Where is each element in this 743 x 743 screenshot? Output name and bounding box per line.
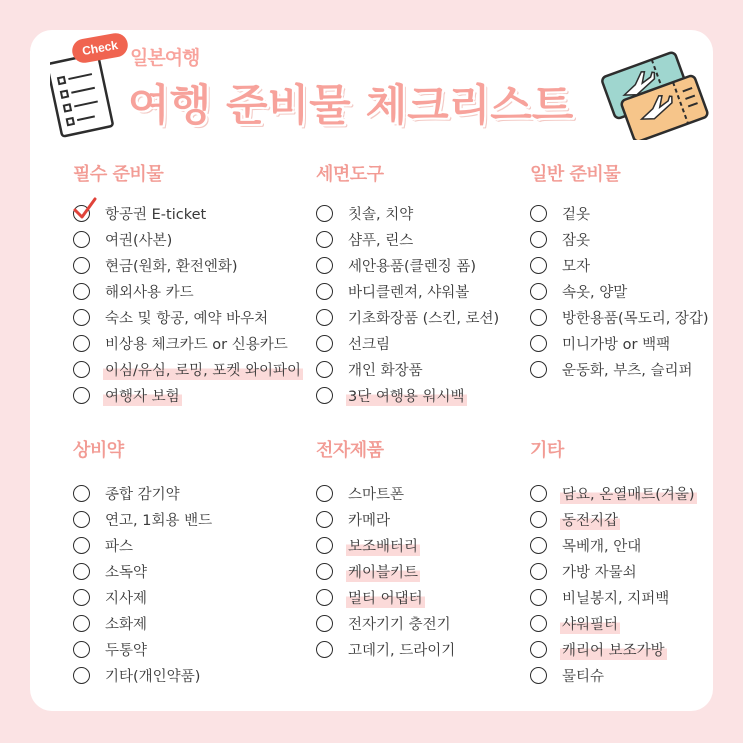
checklist-item-label: 속옷, 양말 — [562, 284, 628, 301]
checkbox-circle[interactable] — [73, 589, 90, 606]
checklist-item[interactable] — [316, 227, 415, 251]
checklist-item-label: 비닐봉지, 지퍼백 — [562, 590, 670, 607]
checklist-item-label: 케이블키트 — [346, 561, 420, 582]
checkbox-circle[interactable] — [73, 361, 90, 378]
checklist-item[interactable] — [530, 201, 592, 225]
checkbox-circle[interactable] — [316, 231, 333, 248]
checklist-item[interactable] — [73, 201, 208, 225]
checklist-item[interactable] — [73, 227, 174, 251]
checklist-item[interactable] — [73, 358, 303, 382]
checklist-item-label: 멀티 어댑터 — [346, 587, 425, 608]
checklist-item-label: 동전지갑 — [560, 509, 620, 530]
checklist-item[interactable] — [73, 638, 149, 662]
checklist-item[interactable] — [316, 638, 457, 662]
checkbox-circle[interactable] — [316, 257, 333, 274]
checkbox-circle[interactable] — [316, 563, 333, 580]
page-subtitle: 일본여행 — [130, 47, 200, 69]
checkbox-circle[interactable] — [73, 537, 90, 554]
checklist-item[interactable] — [530, 585, 671, 609]
checklist-item-label: 가방 자물쇠 — [562, 564, 637, 581]
checkbox-circle[interactable] — [73, 511, 90, 528]
checklist-item-label: 기타(개인약품) — [105, 669, 201, 686]
checklist-item[interactable] — [73, 559, 149, 583]
checkbox-circle[interactable] — [73, 485, 90, 502]
checklist-item-label: 3단 여행용 워시백 — [346, 385, 467, 406]
checklist-item[interactable] — [73, 279, 196, 303]
checklist-item-label: 두통약 — [105, 643, 148, 660]
checklist-item[interactable] — [530, 612, 620, 636]
checklist-item[interactable] — [73, 507, 214, 531]
checklist-item[interactable] — [530, 559, 639, 583]
checklist-item[interactable] — [73, 664, 202, 688]
checklist-item-label: 칫솔, 치약 — [348, 206, 414, 223]
checkbox-circle[interactable] — [530, 231, 547, 248]
checklist-item[interactable] — [316, 585, 425, 609]
checklist-item-label: 겉옷 — [562, 206, 591, 223]
checkbox-circle[interactable] — [530, 511, 547, 528]
section-title: 일반 준비물 — [530, 164, 621, 185]
checkbox-circle[interactable] — [73, 563, 90, 580]
checklist-item-label: 보조배터리 — [346, 535, 420, 556]
checklist-item-label: 선크림 — [348, 337, 391, 353]
checkbox-circle[interactable] — [316, 205, 333, 222]
checklist-item[interactable] — [530, 507, 620, 531]
checkbox-circle[interactable] — [530, 205, 547, 222]
checkbox-circle[interactable] — [530, 615, 547, 632]
checklist-item-label: 항공권 E-ticket — [105, 206, 207, 223]
checklist-item-label: 담요, 온열매트(겨울) — [560, 483, 697, 504]
checkbox-circle[interactable] — [73, 641, 90, 658]
checklist-item[interactable] — [316, 612, 453, 636]
checklist-item[interactable] — [73, 533, 135, 557]
checklist-item[interactable] — [530, 481, 697, 505]
checklist-item[interactable] — [316, 358, 425, 382]
checkbox-circle[interactable] — [316, 335, 333, 352]
checklist-item[interactable] — [73, 481, 182, 505]
checklist-item-label: 방한용품(목도리, 장갑) — [562, 310, 709, 327]
checkbox-circle[interactable] — [316, 589, 333, 606]
checklist-item-label: 여권(사본) — [105, 232, 173, 249]
checklist-item[interactable] — [73, 332, 290, 356]
checklist-item[interactable] — [73, 612, 149, 636]
checklist-item[interactable] — [316, 507, 392, 531]
checklist-item[interactable] — [530, 279, 629, 303]
checkbox-circle[interactable] — [530, 485, 547, 502]
header — [0, 0, 743, 150]
checkbox-circle[interactable] — [73, 283, 90, 300]
checklist-item-label: 모자 — [562, 258, 591, 275]
checklist-item-label: 해외사용 카드 — [105, 284, 194, 301]
checklist-item-label: 샴푸, 린스 — [348, 232, 414, 249]
checklist-item[interactable] — [530, 227, 592, 251]
checkbox-circle[interactable] — [530, 537, 547, 554]
checkmark-icon — [72, 196, 98, 220]
checklist-item-label: 이심/유심, 로밍, 포켓 와이파이 — [103, 359, 303, 380]
checklist-item[interactable] — [530, 664, 606, 688]
checklist-item-label: 잠옷 — [562, 232, 591, 249]
checklist-item[interactable] — [73, 384, 182, 408]
checklist-item-label: 세안용품(클렌징 폼) — [348, 258, 476, 275]
checklist-item[interactable] — [530, 332, 672, 356]
checklist-item[interactable] — [316, 332, 392, 356]
checklist-item[interactable] — [530, 533, 643, 557]
checkbox-circle[interactable] — [530, 563, 547, 580]
checkbox-circle[interactable] — [316, 641, 333, 658]
checklist-item-label: 숙소 및 항공, 예약 바우처 — [105, 310, 269, 327]
checklist-item[interactable] — [316, 201, 415, 225]
checkbox-circle[interactable] — [73, 387, 90, 404]
checkbox-circle[interactable] — [530, 667, 547, 684]
checklist-item-label: 카메라 — [348, 512, 391, 529]
checklist-item-label: 캐리어 보조가방 — [560, 639, 667, 660]
checklist-item[interactable] — [316, 481, 406, 505]
checklist-item-label: 현금(원화, 환전엔화) — [105, 258, 238, 275]
section-title: 전자제품 — [316, 440, 384, 461]
checkbox-circle[interactable] — [316, 283, 333, 300]
page-title: 여행 준비물 체크리스트 — [128, 81, 574, 131]
checklist-item-label: 전자기기 충전기 — [348, 617, 451, 633]
checkbox-circle[interactable] — [73, 257, 90, 274]
checklist-item-label: 운동화, 부츠, 슬리퍼 — [562, 363, 693, 380]
section-title: 상비약 — [73, 440, 124, 461]
checklist-item-label: 목베개, 안대 — [562, 538, 642, 555]
checklist-item-label: 고데기, 드라이기 — [348, 643, 456, 660]
checkbox-circle[interactable] — [530, 641, 547, 658]
checkbox-circle[interactable] — [530, 283, 547, 300]
checklist-item-label: 비상용 체크카드 or 신용카드 — [105, 337, 288, 353]
checkbox-circle[interactable] — [73, 309, 90, 326]
checklist-item-label: 파스 — [105, 538, 134, 555]
checklist-item[interactable] — [316, 253, 478, 277]
checklist-item-label: 연고, 1회용 밴드 — [105, 512, 213, 529]
checklist-item[interactable] — [73, 253, 240, 277]
checklist-item[interactable] — [530, 305, 711, 329]
checkbox-circle[interactable] — [530, 589, 547, 606]
checklist-item-label: 미니가방 or 백팩 — [562, 337, 671, 353]
checkbox-circle[interactable] — [530, 309, 547, 326]
checklist-item[interactable] — [73, 585, 149, 609]
section-title: 기타 — [530, 440, 564, 461]
checkbox-circle[interactable] — [530, 257, 547, 274]
checkbox-circle[interactable] — [530, 335, 547, 352]
checkbox-circle[interactable] — [73, 335, 90, 352]
checklist-item-label: 샤워필터 — [560, 613, 620, 634]
checkbox-circle[interactable] — [316, 361, 333, 378]
checklist-item-label: 소화제 — [105, 617, 148, 633]
checklist-item[interactable] — [316, 384, 467, 408]
checkbox-circle[interactable] — [73, 615, 90, 632]
checkbox-circle[interactable] — [73, 231, 90, 248]
checklist-item-label: 개인 화장품 — [348, 363, 423, 380]
checklist-item[interactable] — [316, 559, 420, 583]
checklist-item[interactable] — [530, 253, 592, 277]
checklist-item[interactable] — [530, 358, 695, 382]
checkbox-circle[interactable] — [316, 615, 333, 632]
checklist-item-label: 종합 감기약 — [105, 486, 180, 503]
checklist-item-label: 기초화장품 (스킨, 로션) — [348, 310, 500, 327]
checkbox-circle[interactable] — [316, 485, 333, 502]
section-title: 세면도구 — [316, 164, 384, 185]
check-badge: Check — [70, 31, 129, 64]
checklist-item-label: 스마트폰 — [348, 486, 405, 503]
checkbox-circle[interactable] — [73, 667, 90, 684]
checkbox-circle[interactable] — [316, 537, 333, 554]
section-title: 필수 준비물 — [73, 164, 164, 185]
checkbox-circle[interactable] — [316, 387, 333, 404]
airplane-tickets-icon — [600, 40, 710, 140]
checklist-item[interactable] — [316, 305, 501, 329]
checklist-item-label: 여행자 보험 — [103, 385, 182, 406]
checklist-item[interactable] — [73, 305, 270, 329]
checklist-item[interactable] — [316, 533, 420, 557]
checklist-item[interactable] — [316, 279, 471, 303]
checklist-item-label: 바디클렌져, 샤워볼 — [348, 284, 470, 301]
checkbox-circle[interactable] — [530, 361, 547, 378]
checklist-item[interactable] — [530, 638, 667, 662]
checklist-item-label: 소독약 — [105, 564, 148, 581]
checkbox-circle[interactable] — [316, 511, 333, 528]
checkbox-circle[interactable] — [316, 309, 333, 326]
checkbox-circle[interactable] — [73, 205, 90, 222]
checklist-item-label: 물티슈 — [562, 669, 605, 686]
checklist-item-label: 지사제 — [105, 590, 148, 607]
